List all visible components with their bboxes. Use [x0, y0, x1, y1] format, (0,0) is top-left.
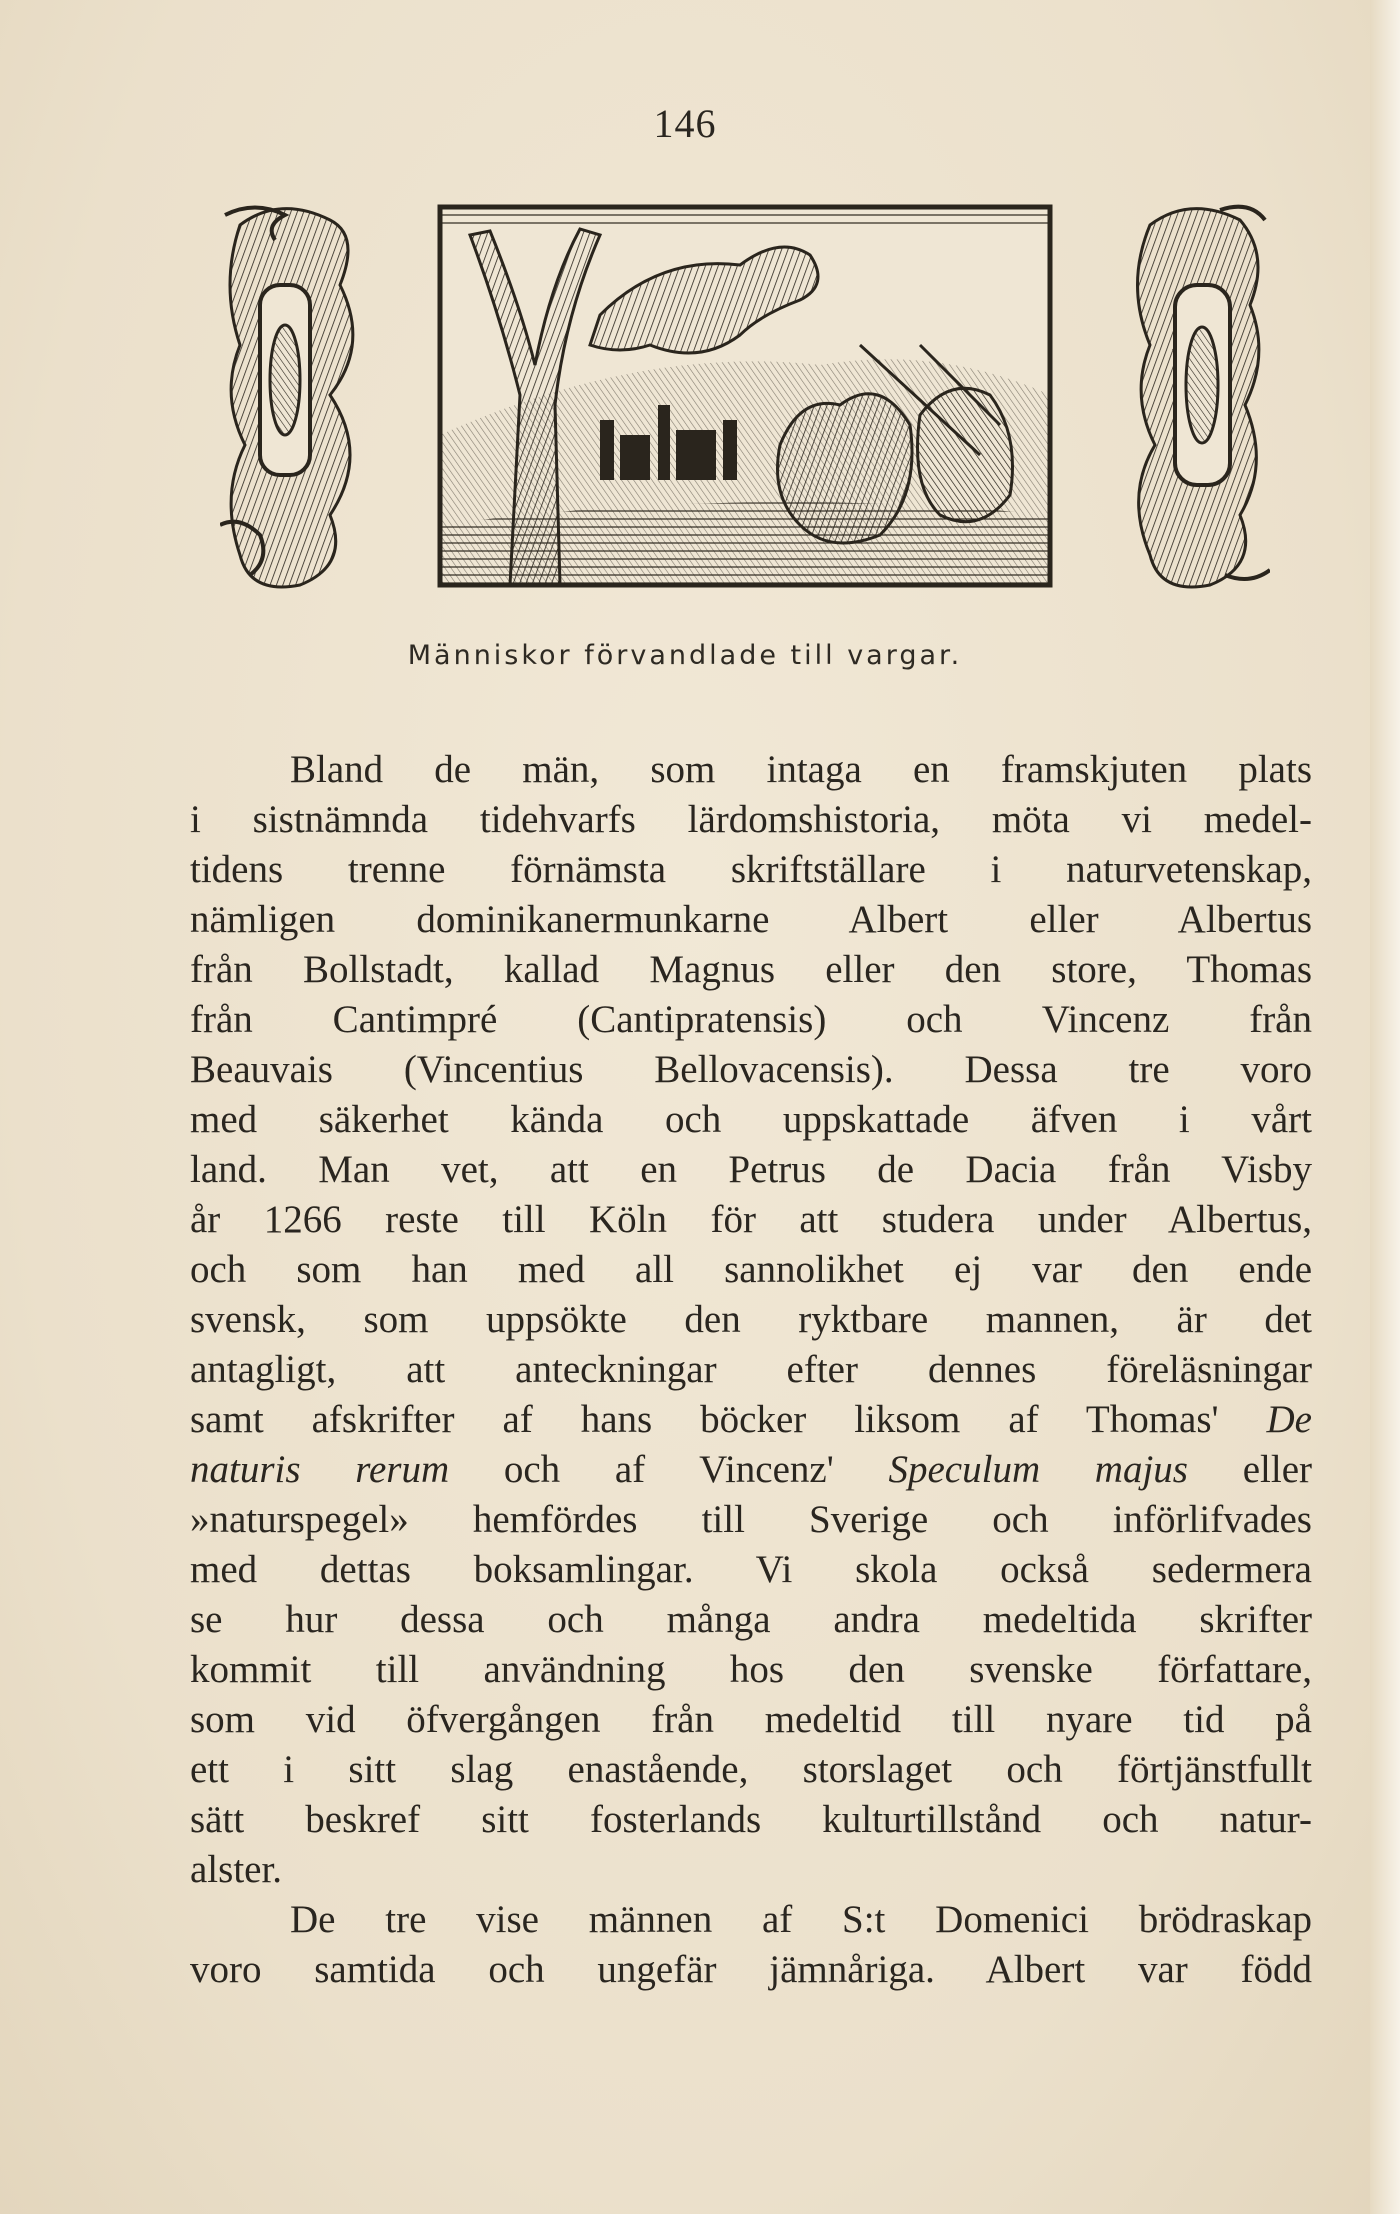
text-line — [190, 1245, 1312, 1295]
text-line — [190, 845, 1312, 895]
woodcut-werewolves-icon — [220, 195, 1270, 595]
page-edge — [1370, 0, 1400, 2214]
italic-title: Speculum majus — [888, 1448, 1188, 1491]
text-run: svensk, som uppsökte den ryktbare mannen, är det — [190, 1298, 1312, 1341]
text-run: år 1266 reste till Köln för att studera under Albertus, — [190, 1198, 1312, 1241]
text-run: Bland de män, som intaga en framskjuten plats — [290, 748, 1312, 791]
text-line — [190, 1845, 1312, 1895]
text-run: land. Man vet, att en Petrus de Dacia från Visby — [190, 1148, 1312, 1191]
text-line — [190, 1195, 1312, 1245]
text-run: som vid öfvergången från medeltid till nyare tid på — [190, 1698, 1312, 1741]
text-line — [190, 1745, 1312, 1795]
text-line — [190, 1095, 1312, 1145]
text-line — [190, 1295, 1312, 1345]
text-run: »naturspegel» hemfördes till Sverige och införlifvades — [190, 1498, 1312, 1541]
text-run: i sistnämnda tidehvarfs lärdomshistoria, möta vi medel- — [190, 798, 1312, 841]
text-run: med dettas boksamlingar. Vi skola också sedermera — [190, 1548, 1312, 1591]
text-line — [190, 1695, 1312, 1745]
text-run: tidens trenne förnämsta skriftställare i naturvetenskap, — [190, 848, 1312, 891]
text-line — [190, 1445, 1312, 1495]
text-line — [190, 745, 1312, 795]
right-ornament — [1138, 207, 1271, 587]
central-scene — [440, 207, 1050, 585]
italic-title: De — [1266, 1398, 1312, 1441]
text-run: alster. — [190, 1848, 283, 1891]
text-line — [190, 1795, 1312, 1845]
text-run: ett i sitt slag enastående, storslaget och förtjänstfullt — [190, 1748, 1312, 1791]
text-line — [190, 895, 1312, 945]
left-ornament — [220, 208, 353, 588]
text-line — [190, 1345, 1312, 1395]
text-run: samt afskrifter af hans böcker liksom af Thomas' — [190, 1398, 1267, 1441]
text-line — [190, 795, 1312, 845]
page-number: 146 — [653, 101, 717, 146]
text-run: nämligen dominikanermunkarne Albert eller Albertus — [190, 898, 1312, 941]
text-run: antagligt, att anteckningar efter dennes föreläsningar — [190, 1348, 1312, 1391]
woodcut-illustration — [220, 195, 1270, 595]
text-line — [190, 1545, 1312, 1595]
figure-caption: Människor förvandlade till vargar. — [407, 640, 963, 671]
text-line — [190, 1595, 1312, 1645]
text-run: från Cantimpré (Cantipratensis) och Vincenz från — [190, 998, 1312, 1041]
text-line — [190, 1395, 1312, 1445]
text-run: Beauvais (Vincentius Bellovacensis). Dessa tre voro — [190, 1048, 1312, 1091]
text-line — [190, 1945, 1312, 1995]
text-run: med säkerhet kända och uppskattade äfven i vårt — [190, 1098, 1312, 1141]
text-run: kommit till användning hos den svenske författare, — [190, 1648, 1312, 1691]
text-line — [190, 1495, 1312, 1545]
text-line — [190, 945, 1312, 995]
italic-title: naturis rerum — [190, 1448, 450, 1491]
text-run: från Bollstadt, kallad Magnus eller den store, Thomas — [190, 948, 1312, 991]
text-line — [190, 1045, 1312, 1095]
text-run: och af Vincenz' — [449, 1448, 889, 1491]
text-run: sätt beskref sitt fosterlands kulturtillstånd och natur- — [190, 1798, 1312, 1841]
text-run: se hur dessa och många andra medeltida skrifter — [190, 1598, 1312, 1641]
text-run: De tre vise männen af S:t Domenici brödraskap — [290, 1898, 1312, 1941]
text-run: och som han med all sannolikhet ej var den ende — [190, 1248, 1312, 1291]
body-text — [190, 745, 1312, 1995]
text-run: voro samtida och ungefär jämnåriga. Albert var född — [190, 1948, 1312, 1991]
text-line — [190, 1895, 1312, 1945]
text-run: eller — [1188, 1448, 1312, 1491]
text-line — [190, 995, 1312, 1045]
text-line — [190, 1145, 1312, 1195]
text-line — [190, 1645, 1312, 1695]
